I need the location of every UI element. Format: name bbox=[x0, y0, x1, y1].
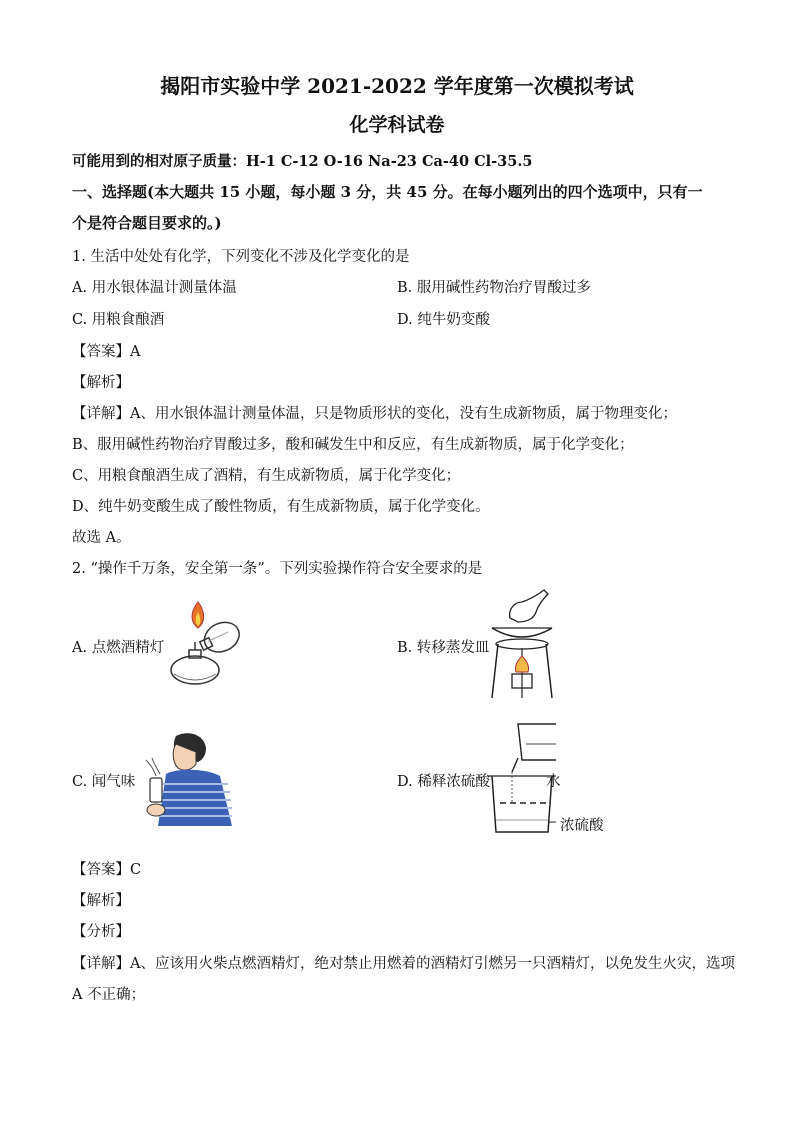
q1-analysis-label: 【解析】 bbox=[72, 375, 130, 391]
q2-stem: 2. “操作千万条，安全第一条”。下列实验操作符合安全要求的是 bbox=[72, 561, 483, 577]
conc-acid-label: 浓硫酸 bbox=[560, 818, 604, 834]
q1-detail-line: B、服用碱性药物治疗胃酸过多，酸和碱发生中和反应，有生成新物质，属于化学变化； bbox=[72, 437, 634, 453]
q1-detail-line: D、纯牛奶变酸生成了酸性物质，有生成新物质，属于化学变化。 bbox=[72, 499, 490, 515]
q2-option-b: B. 转移蒸发皿 bbox=[397, 640, 490, 656]
q1-detail-line: 故选 A。 bbox=[72, 530, 131, 546]
exam-title: 揭阳市实验中学 2021-2022 学年度第一次模拟考试 bbox=[160, 74, 634, 98]
section-heading-line1: 一、选择题(本大题共 15 小题，每小题 3 分，共 45 分。在每小题列出的四个选项中，只有一 bbox=[72, 183, 703, 201]
q1-stem: 1. 生活中处处有化学，下列变化不涉及化学变化的是 bbox=[72, 249, 410, 265]
q1-option-d: D. 纯牛奶变酸 bbox=[397, 312, 490, 328]
q2-fenxi-label: 【分析】 bbox=[72, 924, 130, 940]
q1-detail-line: 【详解】A、用水银体温计测量体温，只是物质形状的变化，没有生成新物质，属于物理变化； bbox=[72, 406, 677, 422]
q1-option-a: A. 用水银体温计测量体温 bbox=[72, 280, 237, 296]
q2-detail-line: A 不正确； bbox=[72, 987, 146, 1003]
q2-option-a: A. 点燃酒精灯 bbox=[72, 640, 165, 656]
q2-answer: 【答案】C bbox=[72, 862, 142, 878]
q1-detail-line: C、用粮食酿酒生成了酒精，有生成新物质，属于化学变化； bbox=[72, 468, 461, 484]
q2-analysis-label: 【解析】 bbox=[72, 893, 130, 909]
evaporating-dish-transfer-illustration bbox=[488, 588, 556, 700]
water-label: 水 bbox=[546, 774, 561, 790]
q1-option-c: C. 用粮食酿酒 bbox=[72, 312, 165, 328]
q2-option-d: D. 稀释浓硫酸 bbox=[397, 774, 490, 790]
exam-subtitle: 化学科试卷 bbox=[349, 114, 445, 136]
smelling-gas-illustration bbox=[140, 730, 236, 826]
section-heading-line2: 个是符合题目要求的。) bbox=[72, 214, 222, 232]
q2-option-c: C. 闻气味 bbox=[72, 774, 136, 790]
atomic-masses: 可能用到的相对原子质量：H-1 C-12 O-16 Na-23 Ca-40 Cl-35.5 bbox=[72, 153, 533, 170]
q1-answer: 【答案】A bbox=[72, 344, 141, 360]
q1-option-b: B. 服用碱性药物治疗胃酸过多 bbox=[397, 280, 591, 296]
q2-detail-line: 【详解】A、应该用火柴点燃酒精灯，绝对禁止用燃着的酒精灯引燃另一只酒精灯，以免发生火灾，选项 bbox=[72, 956, 735, 972]
alcohol-lamp-lighting-illustration bbox=[160, 598, 250, 690]
